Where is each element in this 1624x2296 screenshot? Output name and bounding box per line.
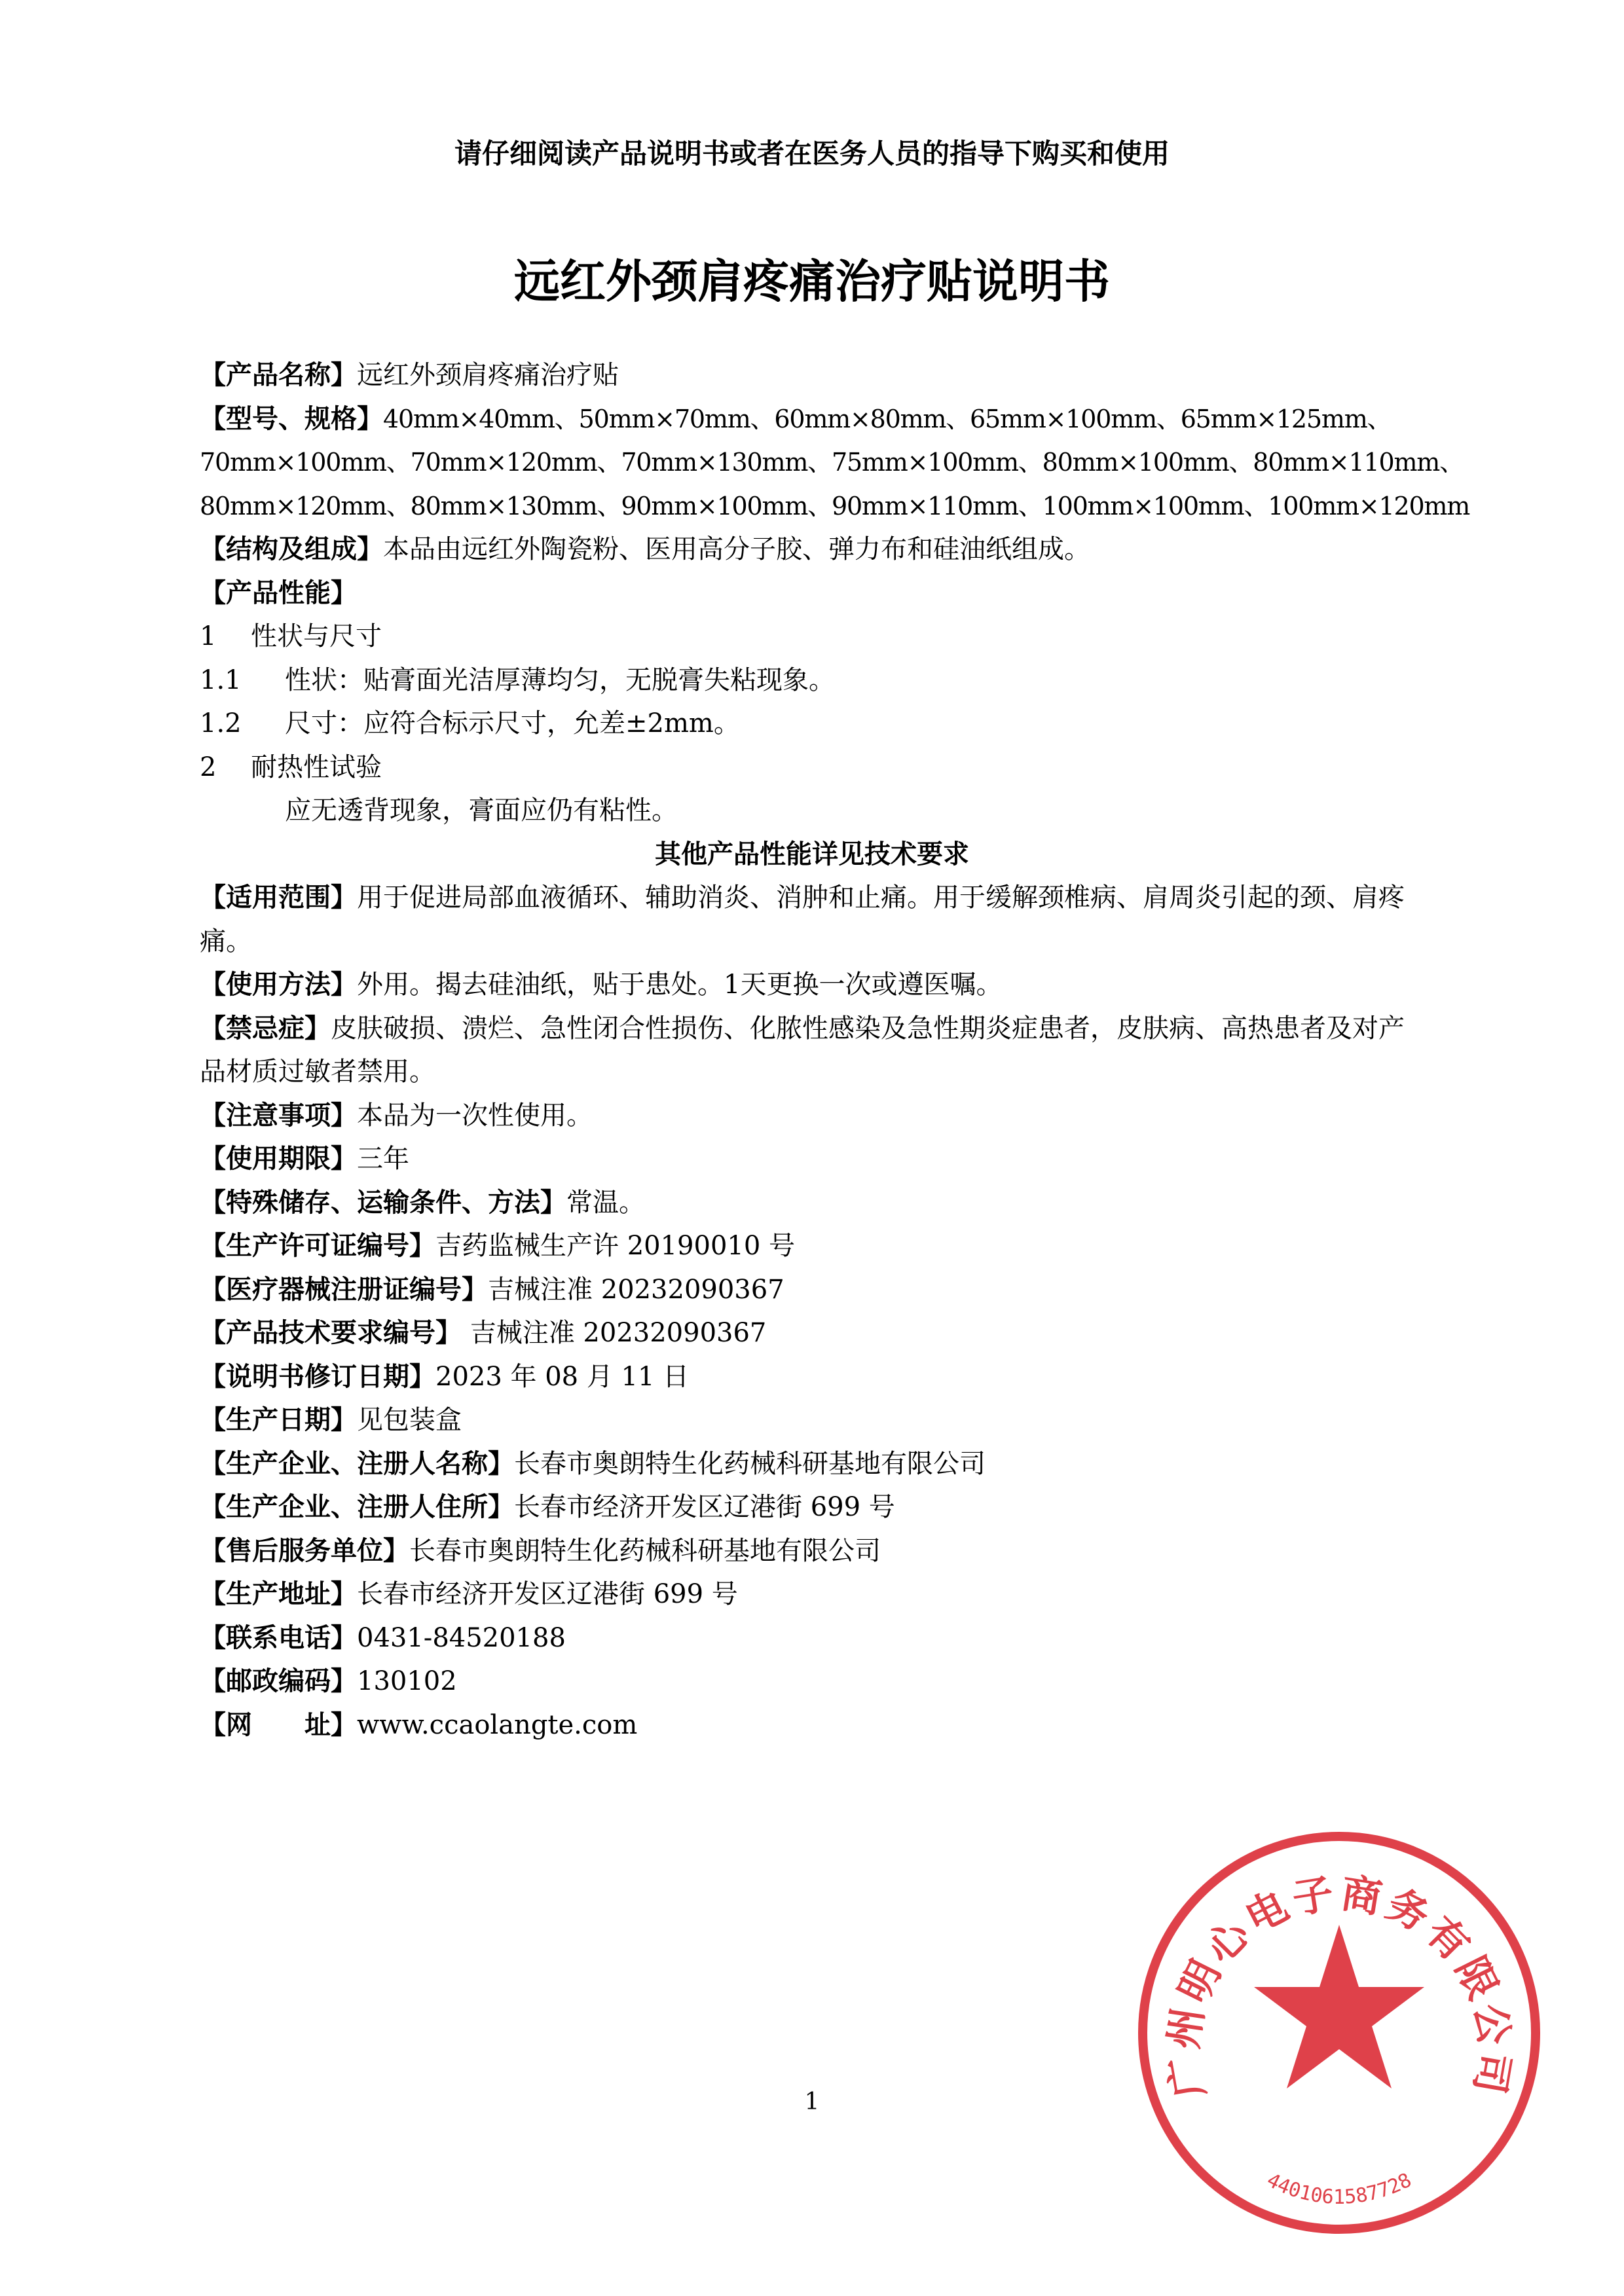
production-date-value: 见包装盒 bbox=[357, 1405, 462, 1435]
section-2-detail: 应无透背现象，膏面应仍有粘性。 bbox=[285, 795, 678, 826]
storage-row bbox=[200, 1181, 1424, 1225]
scope-row bbox=[200, 876, 1424, 963]
usage-row bbox=[200, 963, 1424, 1007]
section-1-2-text: 尺寸：应符合标示尺寸，允差±2mm。 bbox=[285, 708, 740, 738]
license-value: 吉药监械生产许 20190010 号 bbox=[435, 1231, 796, 1261]
section-1-1 bbox=[200, 659, 1424, 702]
performance-label: 【产品性能】 bbox=[200, 577, 357, 608]
model-label: 【型号、规格】 bbox=[200, 403, 383, 434]
section-1-2 bbox=[200, 702, 1424, 746]
model-sizes-line-1: 40mm×40mm、50mm×70mm、60mm×80mm、65mm×100mm、65mm×125mm、 bbox=[383, 404, 1392, 433]
contraindication-row bbox=[200, 1007, 1424, 1094]
license-label: 【生产许可证编号】 bbox=[200, 1231, 435, 1261]
license-row bbox=[200, 1224, 1424, 1268]
section-2 bbox=[200, 746, 1424, 790]
structure-row bbox=[200, 528, 1424, 572]
section-2-number: 2 bbox=[200, 752, 217, 782]
product-name-row bbox=[200, 354, 1424, 397]
contraindication-value: 皮肤破损、溃烂、急性闭合性损伤、化脓性感染及急性期炎症患者，皮肤病、高热患者及对产品材质过敏者禁用。 bbox=[200, 1013, 1405, 1087]
tech-requirement-row bbox=[200, 1311, 1424, 1355]
section-1-1-text: 性状：贴膏面光洁厚薄均匀，无脱膏失粘现象。 bbox=[285, 665, 835, 695]
production-date-label: 【生产日期】 bbox=[200, 1405, 357, 1435]
other-performance-note: 其他产品性能详见技术要求 bbox=[655, 839, 969, 869]
structure-value: 本品由远红外陶瓷粉、医用高分子胶、弹力布和硅油纸组成。 bbox=[383, 534, 1090, 564]
company-seal-stamp bbox=[1126, 1820, 1552, 2246]
service-value: 长春市奥朗特生化药械科研基地有限公司 bbox=[409, 1535, 881, 1566]
company-label: 【生产企业、注册人名称】 bbox=[200, 1448, 514, 1479]
document-title: 远红外颈肩疼痛治疗贴说明书 bbox=[514, 255, 1110, 308]
storage-value: 常温。 bbox=[566, 1187, 645, 1218]
postcode-label: 【邮政编码】 bbox=[200, 1666, 357, 1696]
postcode-row bbox=[200, 1660, 1424, 1704]
tech-requirement-value: 吉械注准 20232090367 bbox=[462, 1318, 767, 1348]
usage-value: 外用。揭去硅油纸，贴于患处。1天更换一次或遵医嘱。 bbox=[357, 970, 1003, 1000]
seal-company-text: 广州明心电子商务有限公司 bbox=[1158, 1868, 1520, 2102]
purchase-notice: 请仔细阅读产品说明书或者在医务人员的指导下购买和使用 bbox=[454, 137, 1170, 170]
section-1-1-number: 1.1 bbox=[200, 665, 242, 695]
scope-value: 用于促进局部血液循环、辅助消炎、消肿和止痛。用于缓解颈椎病、肩周炎引起的颈、肩疼痛。 bbox=[200, 883, 1405, 957]
product-name-value: 远红外颈肩疼痛治疗贴 bbox=[357, 360, 619, 390]
star-icon bbox=[1254, 1925, 1424, 2088]
website-label: 【网 址】 bbox=[200, 1709, 357, 1740]
storage-label: 【特殊储存、运输条件、方法】 bbox=[200, 1187, 566, 1218]
period-row bbox=[200, 1137, 1424, 1181]
revision-date-value: 2023 年 08 月 11 日 bbox=[435, 1361, 690, 1392]
revision-date-row bbox=[200, 1355, 1424, 1399]
section-2-text: 耐热性试验 bbox=[251, 752, 382, 782]
revision-date-label: 【说明书修订日期】 bbox=[200, 1361, 435, 1392]
tech-requirement-label: 【产品技术要求编号】 bbox=[200, 1318, 462, 1348]
website-row bbox=[200, 1704, 1424, 1747]
registration-value: 吉械注准 20232090367 bbox=[488, 1274, 784, 1305]
page-number: 1 bbox=[804, 2088, 820, 2115]
postcode-value: 130102 bbox=[357, 1666, 457, 1696]
company-value: 长春市奥朗特生化药械科研基地有限公司 bbox=[514, 1448, 986, 1479]
phone-value: 0431-84520188 bbox=[357, 1622, 566, 1653]
production-site-value: 长春市经济开发区辽港街 699 号 bbox=[357, 1579, 738, 1609]
section-1-number: 1 bbox=[200, 621, 217, 651]
svg-text:4401061587728 bbox=[1263, 2168, 1415, 2208]
section-1-2-number: 1.2 bbox=[200, 708, 242, 738]
model-sizes-line-3: 80mm×120mm、80mm×130mm、90mm×100mm、90mm×110mm、100mm×100mm、100mm×120mm bbox=[200, 491, 1470, 520]
instructions-body bbox=[200, 354, 1470, 1747]
structure-label: 【结构及组成】 bbox=[200, 534, 383, 564]
phone-label: 【联系电话】 bbox=[200, 1622, 357, 1653]
caution-label: 【注意事项】 bbox=[200, 1100, 357, 1131]
period-label: 【使用期限】 bbox=[200, 1144, 357, 1174]
company-address-value: 长春市经济开发区辽港街 699 号 bbox=[514, 1492, 895, 1522]
registration-label: 【医疗器械注册证编号】 bbox=[200, 1274, 488, 1305]
usage-label: 【使用方法】 bbox=[200, 970, 357, 1000]
registration-row bbox=[200, 1268, 1424, 1312]
caution-value: 本品为一次性使用。 bbox=[357, 1100, 593, 1131]
website-value: www.ccaolangte.com bbox=[357, 1709, 638, 1740]
caution-row bbox=[200, 1094, 1424, 1138]
company-address-label: 【生产企业、注册人住所】 bbox=[200, 1492, 514, 1522]
service-label: 【售后服务单位】 bbox=[200, 1535, 409, 1566]
production-site-label: 【生产地址】 bbox=[200, 1579, 357, 1609]
company-address-row bbox=[200, 1485, 1424, 1529]
period-value: 三年 bbox=[357, 1144, 409, 1174]
product-name-label: 【产品名称】 bbox=[200, 360, 357, 390]
scope-label: 【适用范围】 bbox=[200, 883, 357, 913]
model-row bbox=[200, 397, 1424, 441]
phone-row bbox=[200, 1616, 1424, 1660]
seal-number-text: 4401061587728 bbox=[1263, 2168, 1416, 2209]
production-site-row bbox=[200, 1573, 1424, 1616]
service-row bbox=[200, 1529, 1424, 1573]
section-1-text: 性状与尺寸 bbox=[251, 621, 382, 651]
model-sizes-line-2: 70mm×100mm、70mm×120mm、70mm×130mm、75mm×100mm、80mm×100mm、80mm×110mm、 bbox=[200, 448, 1464, 477]
section-1 bbox=[200, 615, 1424, 659]
contraindication-label: 【禁忌症】 bbox=[200, 1013, 331, 1044]
production-date-row bbox=[200, 1398, 1424, 1442]
company-row bbox=[200, 1442, 1424, 1486]
